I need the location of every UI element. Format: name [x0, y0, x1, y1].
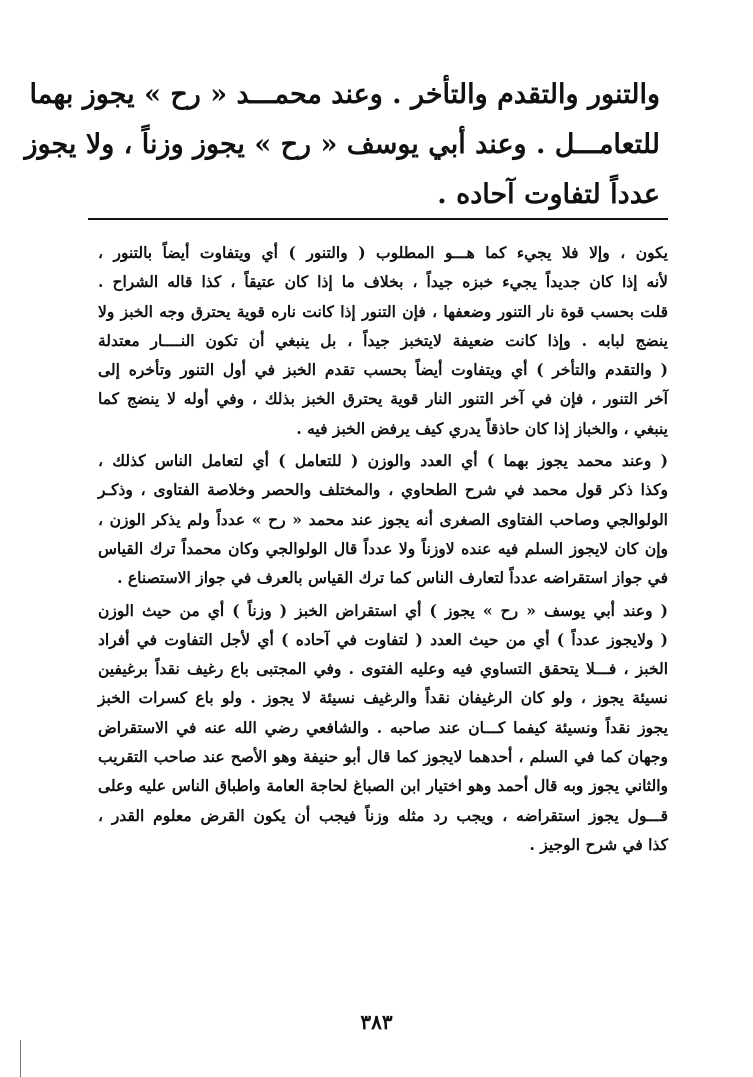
sharh-line-13: ( وعند أبي يوسف « رح » يجوز ) أي استقراض الخبز ( وزناً ) أي من حيث الوزن — [98, 600, 668, 620]
sharh-line-8: ( وعند محمد يجوز بهما ) أي العدد والوزن ( للتعامل ) أي لتعامل الناس كذلك ، — [98, 451, 668, 471]
sharh-line-9: وكذا ذكر قول محمد في شرح الطحاوي ، والمختلف والحصر وخلاصة الفتاوى ، وذكـر — [98, 480, 668, 500]
sharh-line-20: قـــول يجوز استقراضه ، ويجب رد مثله وزناً فيجب أن يكون القرض معلوم القدر ، — [98, 805, 668, 825]
sharh-commentary-block — [98, 238, 668, 859]
sharh-line-17: يجوز نقداً ونسيئة كيفما كـــان عند صاحبه . والشافعي رضي الله عنه في الاستقراض — [98, 717, 668, 737]
sharh-line-12: في جواز استقراضه عدداً لتعارف الناس كما ترك القياس بالعرف في جواز الاستصناع . — [117, 568, 668, 588]
matn-line-3: عدداً لتفاوت آحاده . — [437, 179, 660, 210]
sharh-line-11: وإن كان لايجوز السلم فيه عنده لاوزناً ولا عدداً قال الولوالجي وكان محمداً ترك القياس — [98, 538, 668, 558]
separator-rule — [88, 218, 668, 220]
sharh-line-5: ( والتقدم والتأخر ) أي ويتفاوت أيضاً بحسب تقدم الخبز في أول التنور وتأخره إلى — [98, 360, 668, 380]
sharh-line-18: وجهان كما في السلم ، أحدهما لايجوز كما قال أبو حنيفة وهو الأصح عند صاحب التقريب — [98, 747, 668, 767]
sharh-line-15: الخبز ، فـــلا يتحقق التساوي فيه وعليه الفتوى . وفي المجتبى باع رغيف نقداً برغيفين — [98, 659, 668, 679]
sharh-line-7: ينبغي ، والخباز إذا كان حاذقاً يدري كيف يرفض الخبز فيه . — [296, 418, 668, 438]
sharh-line-16: نسيئة يجوز ، ولو كان الرغيفان نقداً والرغيف نسيئة لا يجوز . ولو باع كسرات الخبز — [98, 688, 668, 708]
sharh-line-3: قلت بحسب قوة نار التنور وضعفها ، فإن التنور إذا كانت ناره قوية يحترق وجه الخبز ولا — [98, 301, 668, 321]
matn-text-block — [24, 70, 660, 220]
sharh-line-1: يكون ، وإلا فلا يجيء كما هـــو المطلوب ( والتنور ) أي ويتفاوت أيضاً بالتنور ، — [98, 243, 668, 262]
page-number: ٣٨٣ — [360, 1010, 393, 1034]
scan-margin-mark — [20, 1040, 21, 1077]
sharh-line-10: الولوالجي وصاحب الفتاوى الصغرى أنه يجوز عند محمد « رح » عدداً ولم يذكر الوزن ، — [98, 509, 668, 529]
sharh-line-19: والثاني يجوز وبه قال أحمد وهو اختيار ابن الصباغ لحاجة العامة واطباق الناس عليه وعلى — [98, 776, 668, 796]
sharh-line-21: كذا في شرح الوجيز . — [529, 834, 668, 854]
sharh-line-4: ينضج لبابه . وإذا كانت ضعيفة لايتخبز جيداً ، بل ينبغي أن تكون النــــار معتدلة — [98, 330, 668, 350]
sharh-line-2: لأنه إذا كان جديداً يجيء خبزه جيداً ، بخلاف ما إذا كان عتيقاً ، كذا قاله الشراح . — [98, 272, 668, 292]
sharh-line-14: ( ولايجوز عدداً ) أي من حيث العدد ( لتفاوت في آحاده ) أي لأجل التفاوت في أفراد — [98, 629, 668, 649]
sharh-line-6: آخر التنور ، فإن في آخر التنور النار قوية يحترق الخبز بذلك ، وفي أوله لا ينضج كما — [98, 389, 668, 409]
matn-line-1: والتنور والتقدم والتأخر . وعند محمـــد « رح » يجوز بهما — [29, 79, 660, 110]
matn-line-2: للتعامـــل . وعند أبي يوسف « رح » يجوز وزناً ، ولا يجوز — [24, 129, 660, 160]
